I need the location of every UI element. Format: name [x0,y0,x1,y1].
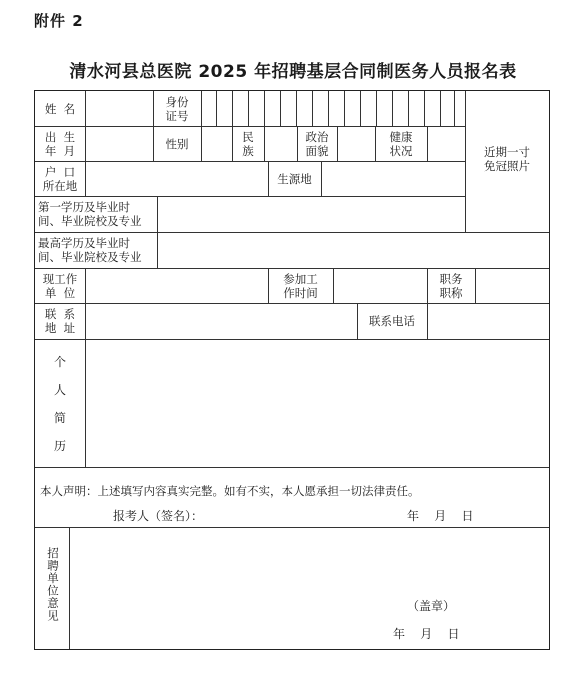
gender-field[interactable] [202,127,231,160]
address-label: 联 系 地 址 [44,307,76,335]
ethnicity-label: 民 族 [242,129,254,158]
opinion-date: 年 月 日 [393,627,460,641]
row-line [35,467,549,468]
resume-label-char: 个 [54,355,67,369]
resume-label-char: 简 [54,411,67,425]
resume-label-char: 人 [54,383,67,397]
opinion-label: 招聘单位意见 [46,547,60,622]
health-field[interactable] [428,127,464,160]
photo-field[interactable] [466,92,548,231]
form-title: 清水河县总医院 2025 年招聘基层合同制医务人员报名表 [69,62,517,82]
political-field[interactable] [338,127,374,160]
signer-label: 报考人（签名）： [113,509,204,523]
first-education-label: 第一学历及毕业时 间、毕业院校及专业 [38,200,142,228]
join-work-label: 参加工 作时间 [283,271,318,300]
join-work-field[interactable] [334,269,426,302]
phone-field[interactable] [428,304,548,338]
opinion-field[interactable] [70,528,548,648]
seal-label: （盖章） [407,599,456,613]
signature-field[interactable] [215,503,395,523]
title-rank-field[interactable] [476,269,548,302]
declaration-date: 年 月 日 [407,509,474,523]
resume-label-char: 历 [54,439,67,453]
gender-label: 性别 [165,136,189,151]
hukou-label: 户 口 所在地 [42,164,78,193]
birth-field[interactable] [86,127,152,160]
registration-form [34,90,550,650]
hukou-field[interactable] [86,162,267,195]
name-field[interactable] [86,92,152,125]
address-field[interactable] [86,304,356,338]
name-label: 姓 名 [44,101,76,116]
work-unit-field[interactable] [86,269,267,302]
id-number-label: 身份 证号 [165,94,189,123]
health-label: 健康 状况 [389,129,413,158]
photo-label: 近期一寸 免冠照片 [484,145,530,173]
first-education-field[interactable] [158,197,464,231]
birth-label: 出 生 年 月 [44,129,76,158]
title-rank-label: 职务 职称 [439,271,463,300]
declaration-statement: 本人声明：上述填写内容真实完整。如有不实，本人愿承担一切法律责任。 [40,484,420,498]
origin-field[interactable] [322,162,464,195]
highest-education-label: 最高学历及毕业时 间、毕业院校及专业 [38,236,142,264]
highest-education-field[interactable] [158,233,548,267]
work-unit-label: 现工作 单 位 [42,271,78,300]
attachment-label: 附件 2 [34,12,84,30]
resume-field[interactable] [86,340,548,466]
ethnicity-field[interactable] [265,127,296,160]
id-number-field[interactable] [202,92,464,125]
political-label: 政治 面貌 [305,129,329,158]
origin-label: 生源地 [277,171,312,186]
phone-label: 联系电话 [369,314,415,328]
